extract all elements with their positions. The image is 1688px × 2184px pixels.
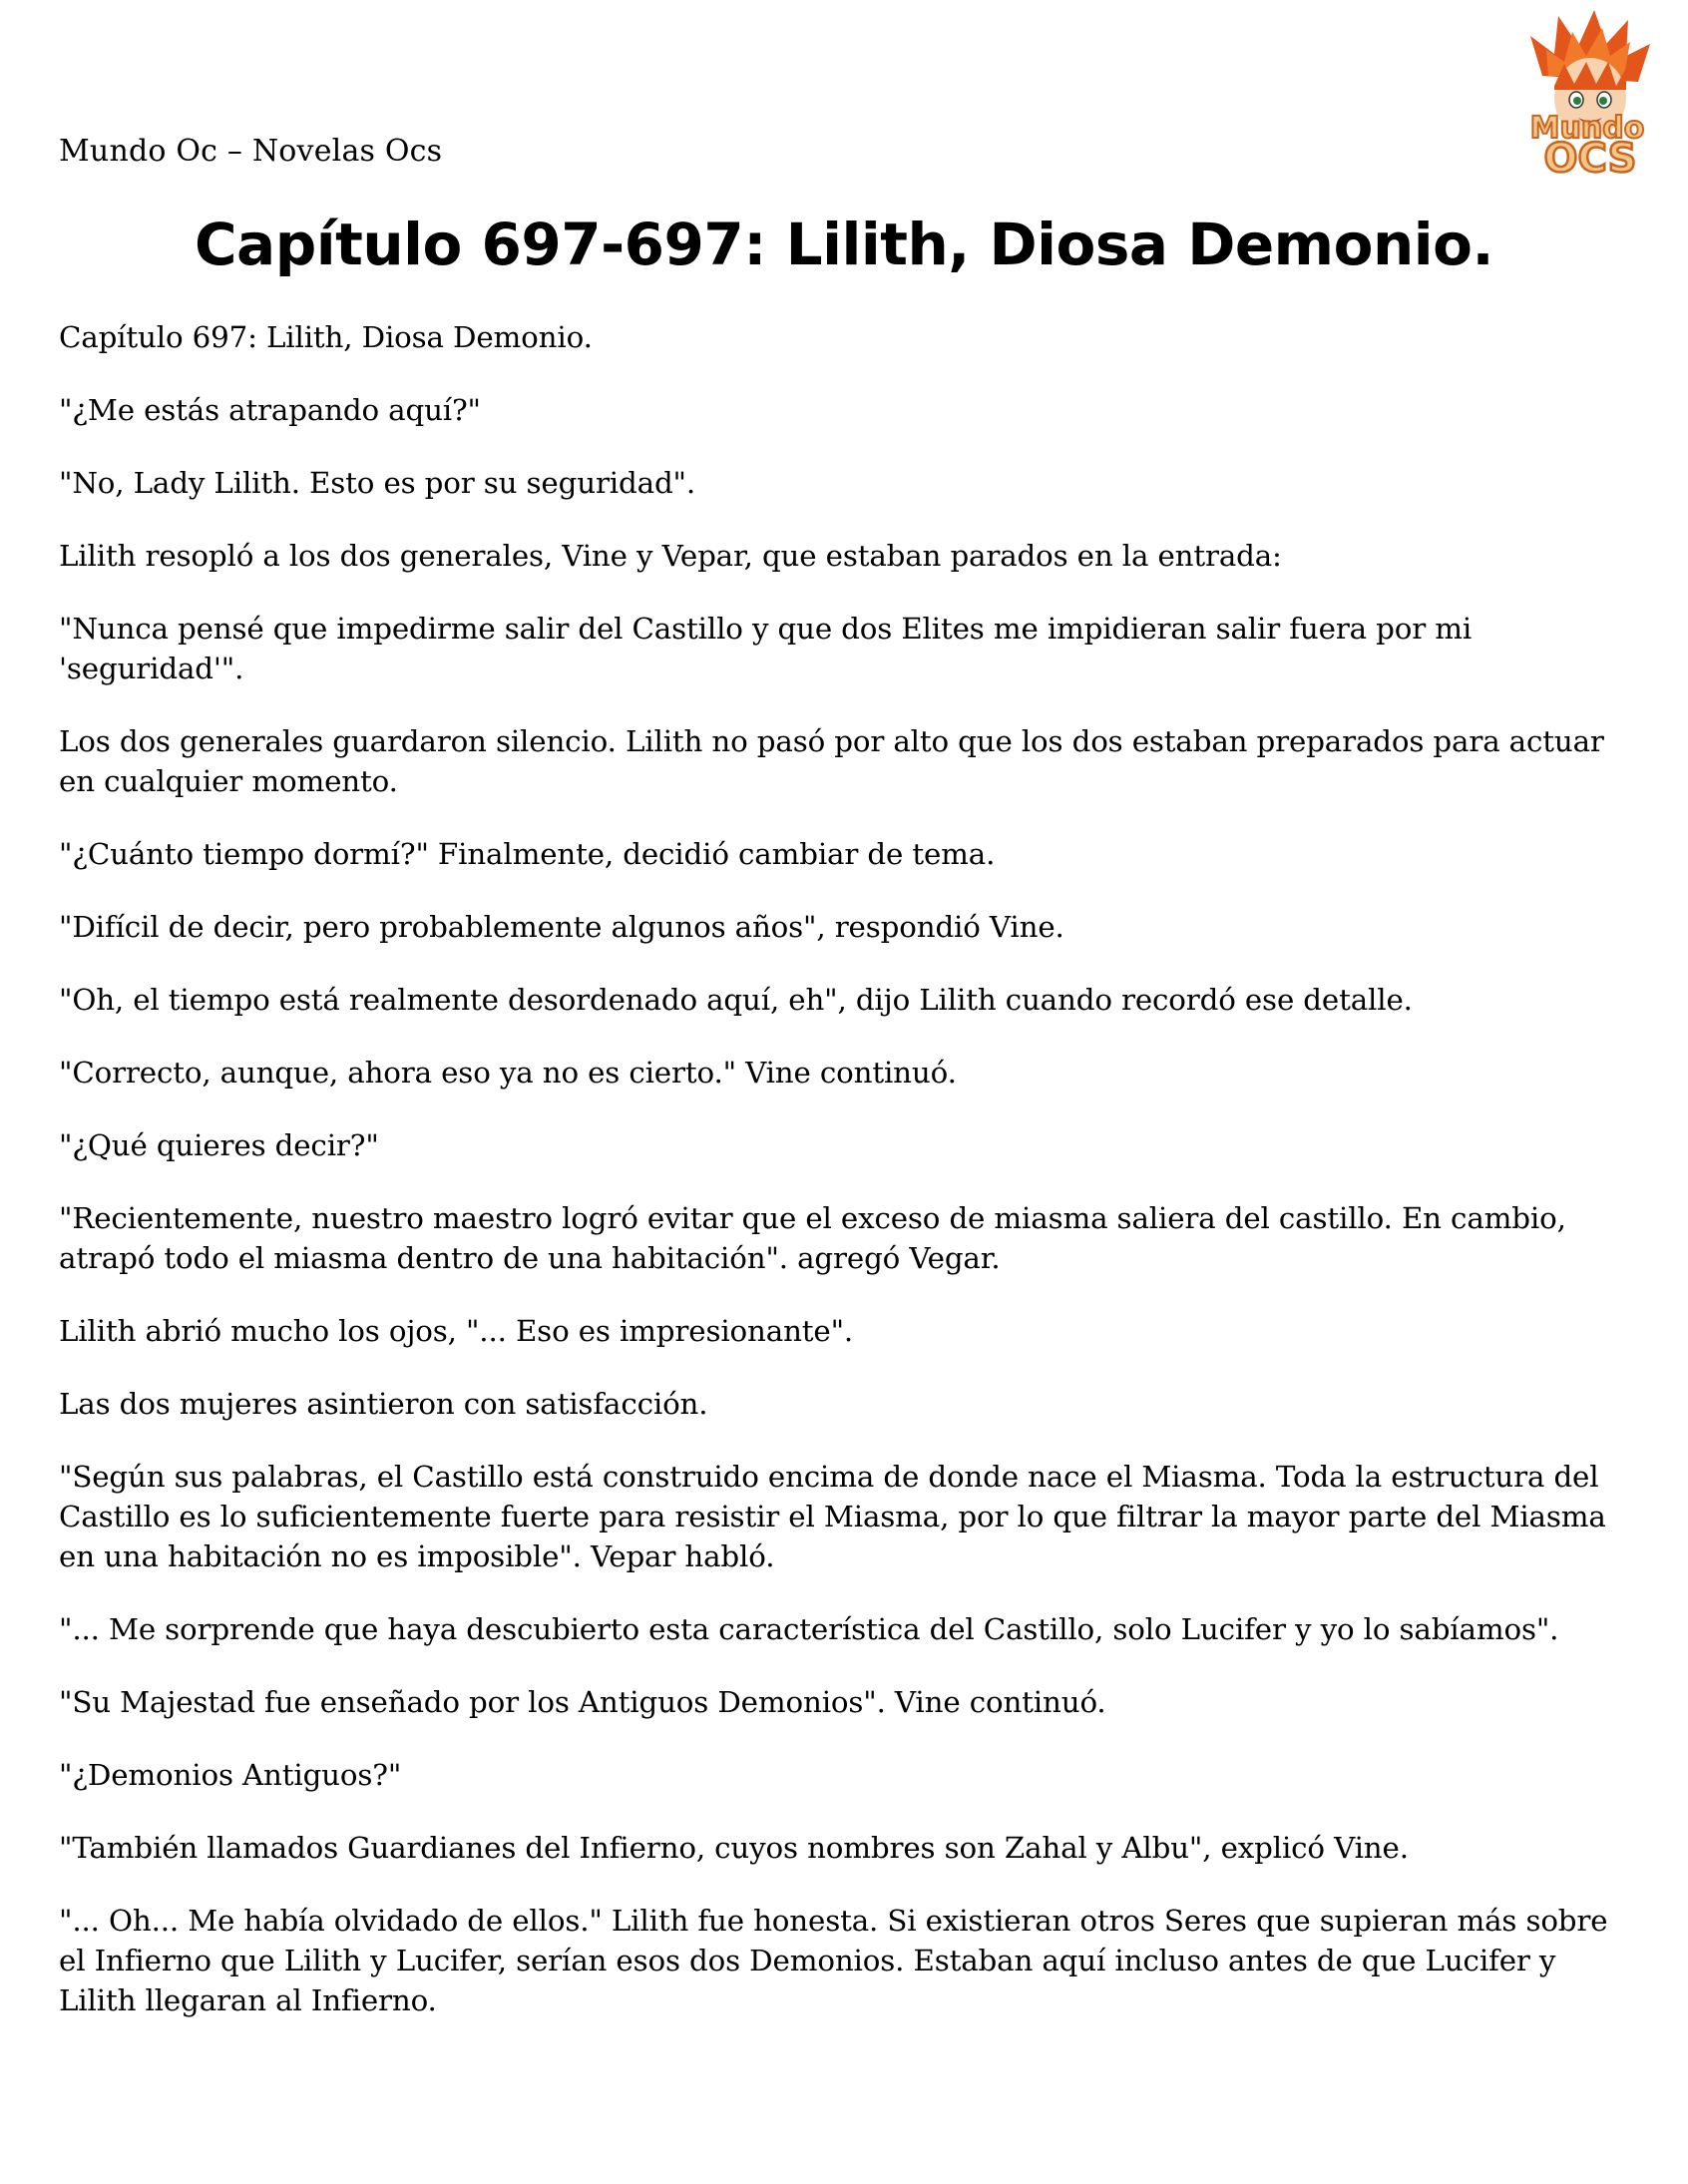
paragraph: "¿Demonios Antiguos?" [59,1758,402,1792]
paragraph: "Difícil de decir, pero probablemente algunos años", respondió Vine. [59,910,1064,944]
paragraph: Los dos generales guardaron silencio. Lilith no pasó por alto que los dos estaban preparados para actuar en cualquier momento. [59,724,1604,798]
svg-text:Mundo: Mundo [1529,111,1645,146]
paragraph: Capítulo 697: Lilith, Diosa Demonio. [59,320,593,354]
site-header-label: Mundo Oc – Novelas Ocs [59,134,443,169]
paragraph: "... Me sorprende que haya descubierto esta característica del Castillo, solo Lucifer y yo lo sabíamos". [59,1612,1559,1646]
svg-text:OCS: OCS [1543,136,1637,182]
paragraph: "... Oh... Me había olvidado de ellos." Lilith fue honesta. Si existieran otros Seres que supieran más sobre el Infierno que Lilith y Lucifer, serían esos dos Demonios. Estaban aquí incluso antes de que Lucifer y Lilith llegaran al Infierno. [59,1904,1608,2017]
paragraph: "También llamados Guardianes del Infierno, cuyos nombres son Zahal y Albu", explicó Vine. [59,1831,1409,1865]
paragraph: "No, Lady Lilith. Esto es por su seguridad". [59,466,696,500]
paragraph: Las dos mujeres asintieron con satisfacción. [59,1387,708,1421]
paragraph: "Nunca pensé que impedirme salir del Castillo y que dos Elites me impidieran salir fuera por mi 'seguridad'". [59,612,1473,685]
paragraph: "¿Me estás atrapando aquí?" [59,393,481,427]
chapter-body [59,317,1635,2053]
paragraph: Lilith resopló a los dos generales, Vine y Vepar, que estaban parados en la entrada: [59,539,1282,573]
paragraph: "Según sus palabras, el Castillo está construido encima de donde nace el Miasma. Toda la estructura del Castillo es lo suficientemente fuerte para resistir el Miasma, por lo que filtrar la mayor parte del Miasma en una habitación no es imposible". Vepar habló. [59,1460,1606,1573]
paragraph: "¿Qué quieres decir?" [59,1128,379,1162]
paragraph: "Oh, el tiempo está realmente desordenado aquí, eh", dijo Lilith cuando recordó ese detalle. [59,983,1413,1017]
anime-character-logo-icon [1502,6,1672,182]
paragraph: "Correcto, aunque, ahora eso ya no es cierto." Vine continuó. [59,1056,957,1090]
site-logo [1502,6,1672,182]
chapter-title: Capítulo 697-697: Lilith, Diosa Demonio. [194,211,1494,278]
paragraph: Lilith abrió mucho los ojos, "... Eso es impresionante". [59,1314,854,1348]
paragraph: "Su Majestad fue enseñado por los Antiguos Demonios". Vine continuó. [59,1685,1106,1719]
paragraph: "Recientemente, nuestro maestro logró evitar que el exceso de miasma saliera del castillo. En cambio, atrapó todo el miasma dentro de una habitación". agregó Vegar. [59,1201,1566,1275]
paragraph: "¿Cuánto tiempo dormí?" Finalmente, decidió cambiar de tema. [59,837,996,871]
